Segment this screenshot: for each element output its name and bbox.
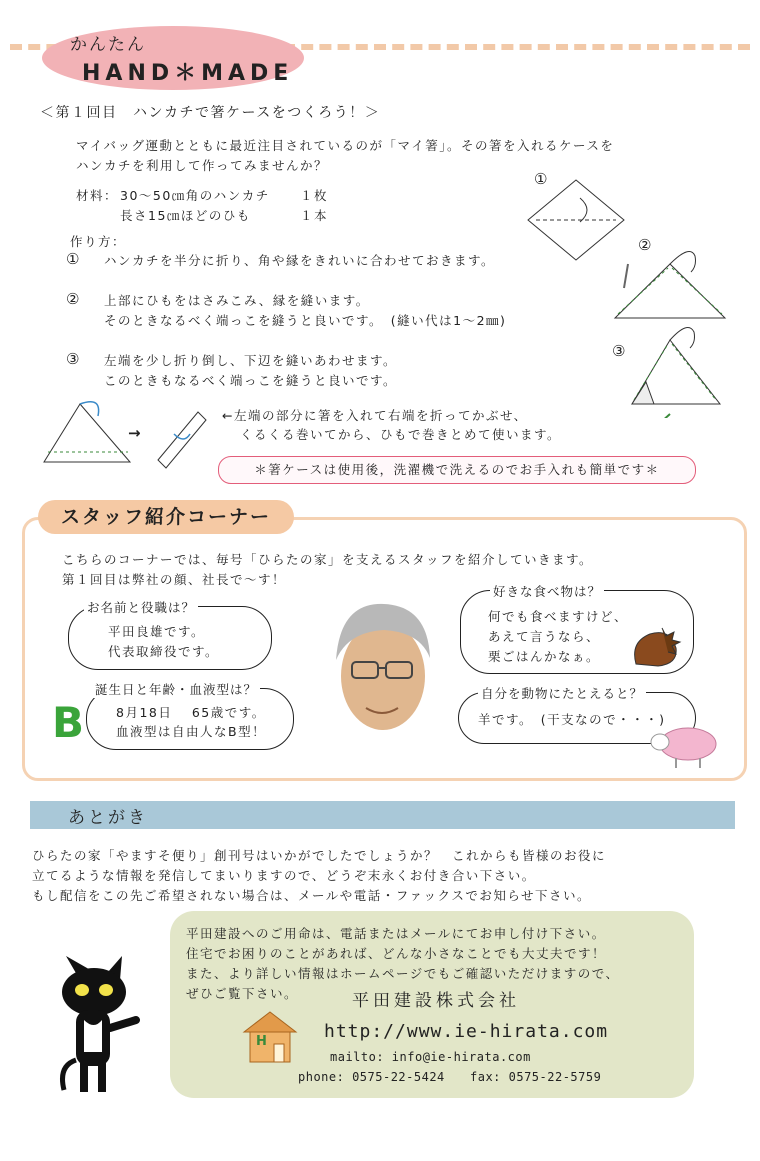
- article-intro-1: マイバッグ運動とともに最近注目されているのが「マイ箸」。その箸を入れるケースを: [76, 138, 615, 153]
- contact-line-1: 平田建設へのご用命は、電話またはメールにてお申し付け下さい。: [186, 926, 606, 941]
- bubble-food-line-2: あえて言うなら、: [488, 629, 601, 644]
- afterword-line-3: もし配信をこの先ご希望されない場合は、メールや電話・ファックスでお知らせ下さい。: [32, 888, 592, 903]
- contact-line-4: ぜひご覧下さい。: [186, 986, 299, 1001]
- bubble-name-line-1: 平田良雄です。: [108, 624, 206, 639]
- step-3-line-1: 左端を少し折り倒し、下辺を縫いあわせます。: [104, 353, 398, 368]
- article-title: ＜第１回目 ハンカチで箸ケースをつくろう！＞: [40, 105, 381, 121]
- header-small-title: かんたん: [70, 35, 146, 55]
- diagram-label-1: ①: [534, 170, 548, 188]
- step-3-line-2: このときもなるべく端っこを縫うと良いです。: [104, 373, 398, 388]
- step-2-line-1: 上部にひもをはさみこみ、縁を縫います。: [104, 293, 370, 308]
- final-note-2: くるくる巻いてから、ひもで巻きとめて使います。: [240, 427, 562, 442]
- black-cat-icon: [58, 950, 150, 1100]
- bubble-name-title: お名前と役職は？: [84, 598, 198, 616]
- afterword-title: あとがき: [68, 808, 148, 828]
- house-logo-letter: H: [256, 1034, 267, 1049]
- house-logo-icon: [240, 1008, 300, 1066]
- staff-intro-1: こちらのコーナーでは、毎号「ひらたの家」を支えるスタッフを紹介していきます。: [62, 552, 594, 567]
- article-intro-2: ハンカチを利用して作ってみませんか？: [76, 158, 329, 173]
- president-portrait: [324, 598, 442, 736]
- fax-number: fax: 0575-22-5759: [470, 1070, 602, 1084]
- fold-arrow: →: [128, 424, 143, 442]
- handkerchief-diagrams: [520, 168, 740, 418]
- step-2-num: ②: [66, 290, 80, 308]
- bubble-birthday-line-2: 血液型は自由人なB型！: [116, 724, 267, 739]
- website-url[interactable]: http://www.ie-hirata.com: [324, 1021, 609, 1042]
- material-2-item: 長さ15㎝ほどのひも: [120, 208, 251, 223]
- blood-type-b-icon: B: [52, 698, 85, 747]
- step-1-num: ①: [66, 250, 80, 268]
- bubble-animal-line-1: 羊です。 (干支なので・・・): [478, 712, 666, 727]
- care-notice: ＊箸ケースは使用後，洗濯機で洗えるのでお手入れも簡単です＊: [218, 456, 696, 484]
- bubble-food-line-1: 何でも食べますけど、: [488, 609, 629, 624]
- diagram-label-3: ③: [612, 342, 626, 360]
- diagram-step-2: [615, 252, 725, 319]
- email-link[interactable]: mailto: info@ie-hirata.com: [330, 1050, 531, 1064]
- contact-line-2: 住宅でお困りのことがあれば、どんな小さなことでも大丈夫です！: [186, 946, 607, 961]
- step-1-line-1: ハンカチを半分に折り、角や縁をきれいに合わせておきます。: [104, 253, 496, 268]
- step-3-num: ③: [66, 350, 80, 368]
- bubble-food-line-3: 栗ごはんかなぁ。: [488, 649, 601, 664]
- contact-line-3: また、より詳しい情報はホームページでもご確認いただけますので、: [186, 966, 620, 981]
- diagram-step-3: [632, 328, 720, 419]
- afterword-line-2: 立てるような情報を発信してまいりますので、どうぞ末永くお付き合い下さい。: [32, 868, 536, 883]
- material-1-qty: １枚: [300, 188, 329, 203]
- materials-label: 材料：: [76, 188, 119, 203]
- chestnut-icon: [628, 624, 686, 670]
- company-name: 平田建設株式会社: [352, 991, 520, 1011]
- howto-label: 作り方：: [70, 234, 127, 249]
- sheep-icon: [648, 720, 722, 770]
- bubble-food-title: 好きな食べ物は？: [490, 582, 604, 600]
- material-1-item: 30～50㎝角のハンカチ: [120, 188, 270, 203]
- final-note-1: ←左端の部分に箸を入れて右端を折ってかぶせ、: [222, 408, 528, 423]
- header-big-title: HAND＊MADE: [82, 61, 294, 86]
- diagram-step-1: [528, 180, 624, 260]
- bubble-birthday-line-1: 8月18日 65歳です。: [116, 705, 266, 720]
- material-2-qty: １本: [300, 208, 329, 223]
- phone-number: phone: 0575-22-5424: [298, 1070, 445, 1084]
- staff-intro-2: 第１回目は弊社の顔、社長で～す！: [62, 572, 287, 587]
- staff-section-title: スタッフ紹介コーナー: [38, 500, 294, 534]
- bubble-name-line-2: 代表取締役です。: [108, 644, 220, 659]
- step-2-line-2: そのときなるべく端っこを縫うと良いです。 (縫い代は1～2㎜): [104, 313, 507, 328]
- afterword-line-1: ひらたの家「やますそ便り」創刊号はいかがでしたでしょうか？ これからも皆様のお役に: [32, 848, 607, 863]
- bubble-animal-title: 自分を動物にたとえると？: [478, 684, 646, 702]
- diagram-label-2: ②: [638, 236, 652, 254]
- bubble-birthday-title: 誕生日と年齢・血液型は？: [92, 680, 260, 698]
